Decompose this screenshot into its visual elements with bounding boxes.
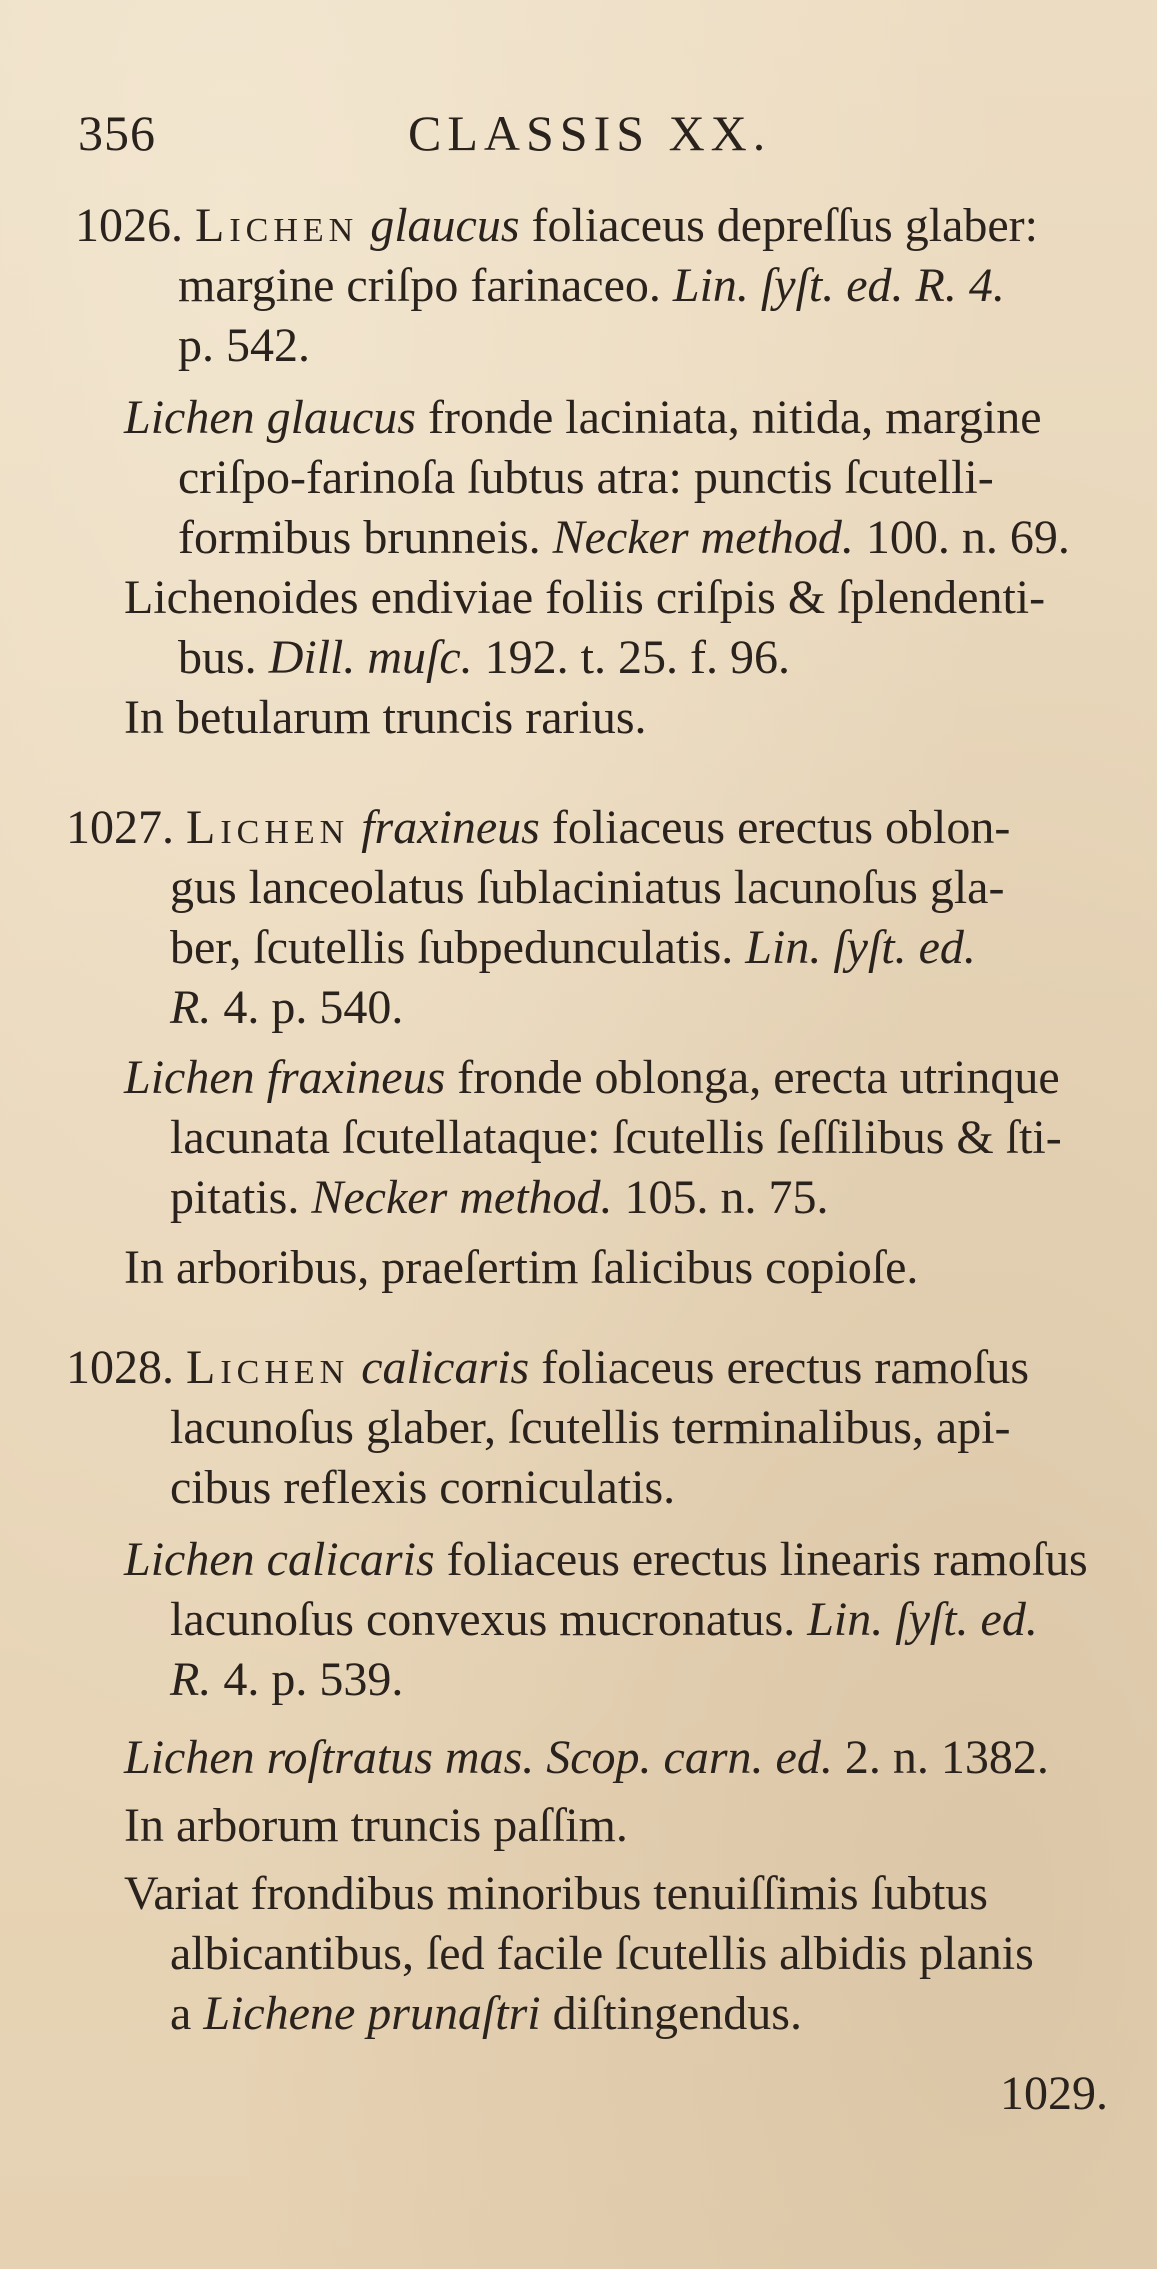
synonym-line	[170, 1590, 1038, 1650]
variat-line	[124, 1864, 988, 1924]
reference: Necker method.	[552, 511, 854, 564]
synonym-text: fronde oblonga, erecta utrinque	[457, 1051, 1060, 1104]
variat-text: diſtingendus.	[552, 1987, 802, 2040]
entry-number: 1026.	[75, 199, 183, 252]
synonym-line	[178, 628, 790, 688]
entry-heading-line	[66, 798, 1010, 858]
variat-line	[170, 1924, 1034, 1984]
synonym-line	[124, 568, 1045, 628]
variat-text: albicantibus, ſed facile ſcutellis albidis planis	[170, 1927, 1034, 1980]
synonym-line	[170, 1650, 403, 1710]
habitat-line	[124, 688, 647, 748]
synonym-line	[124, 1048, 1060, 1108]
diagnosis-text: cibus reflexis corniculatis.	[170, 1461, 676, 1514]
synonym-line	[124, 388, 1042, 448]
reference-number: 105. n. 75.	[624, 1171, 829, 1224]
reference: Lin. ſyſt. ed. R. 4.	[672, 259, 1005, 312]
entry-number: 1028.	[66, 1341, 174, 1394]
synonym-text: lacunata ſcutellataque: ſcutellis ſeſſilibus & ſti-	[170, 1111, 1062, 1164]
diagnosis-line	[178, 316, 310, 376]
diagnosis-text: lacunoſus glaber, ſcutellis terminalibus, api-	[170, 1401, 1011, 1454]
species-reference: Lichene prunaſtri	[203, 1987, 541, 2040]
reference: Scop. carn. ed.	[546, 1731, 833, 1784]
habitat-line	[124, 1238, 918, 1298]
variat-line	[170, 1984, 802, 2044]
synonym-name: Lichen fraxineus	[124, 1051, 446, 1104]
page-reference: 4. p. 540.	[223, 981, 404, 1034]
species-name: calicaris	[361, 1341, 530, 1394]
species-name: fraxineus	[361, 801, 540, 854]
entry-heading-line	[66, 1338, 1029, 1398]
reference: Dill. muſc.	[268, 631, 473, 684]
synonym-line	[170, 1168, 829, 1228]
synonym-text: lacunoſus convexus mucronatus.	[170, 1593, 796, 1646]
page-reference: p. 542.	[178, 319, 310, 372]
diagnosis-line	[170, 1398, 1011, 1458]
synonym-text: foliaceus erectus linearis ramoſus	[446, 1533, 1088, 1586]
synonym-text: Lichenoides endiviae foliis criſpis & ſplendenti-	[124, 571, 1046, 624]
synonym-name: Lichen roſtratus mas.	[124, 1731, 535, 1784]
diagnosis-line	[170, 918, 976, 978]
entry-number: 1027.	[66, 801, 174, 854]
synonym-text: pitatis.	[170, 1171, 300, 1224]
reference: Necker method.	[311, 1171, 613, 1224]
species-name: glaucus	[370, 199, 520, 252]
synonym-line	[178, 448, 994, 508]
catchword: 1029.	[1000, 2067, 1108, 2120]
genus-name: Lichen	[195, 199, 359, 252]
synonym-text: bus.	[178, 631, 257, 684]
synonym-text: criſpo-farinoſa ſubtus atra: punctis ſcutelli-	[178, 451, 994, 504]
genus-name: Lichen	[186, 801, 350, 854]
synonym-line	[170, 1108, 1062, 1168]
synonym-name: Lichen glaucus	[124, 391, 416, 444]
reference: R.	[170, 1653, 212, 1706]
diagnosis-line	[170, 978, 403, 1038]
page-reference: 4. p. 539.	[223, 1653, 404, 1706]
synonym-text: fronde laciniata, nitida, margine	[427, 391, 1042, 444]
reference-number: 192. t. 25. f. 96.	[484, 631, 790, 684]
page-header	[70, 104, 1100, 164]
synonym-text: formibus brunneis.	[178, 511, 541, 564]
entry-heading-line	[75, 196, 1038, 256]
habitat-text: In arborum truncis paſſim.	[124, 1799, 628, 1852]
diagnosis-text: foliaceus depreſſus glaber:	[531, 199, 1038, 252]
diagnosis-text: margine criſpo farinaceo.	[178, 259, 661, 312]
habitat-text: In betularum truncis rarius.	[124, 691, 647, 744]
reference-number: 2. n. 1382.	[844, 1731, 1049, 1784]
reference: R.	[170, 981, 212, 1034]
reference: Lin. ſyſt. ed.	[745, 921, 976, 974]
diagnosis-line	[178, 256, 1005, 316]
reference-number: 100. n. 69.	[865, 511, 1070, 564]
habitat-text: In arboribus, praeſertim ſalicibus copioſe.	[124, 1241, 919, 1294]
diagnosis-text: ber, ſcutellis ſubpedunculatis.	[170, 921, 734, 974]
habitat-line	[124, 1796, 628, 1856]
diagnosis-line	[170, 1458, 675, 1518]
synonym-line	[178, 508, 1070, 568]
synonym-name: Lichen calicaris	[124, 1533, 435, 1586]
genus-name: Lichen	[186, 1341, 350, 1394]
reference: Lin. ſyſt. ed.	[807, 1593, 1038, 1646]
diagnosis-text: gus lanceolatus ſublaciniatus lacunoſus gla-	[170, 861, 1005, 914]
running-head: CLASSIS XX.	[408, 105, 772, 161]
synonym-line	[124, 1530, 1088, 1590]
diagnosis-text: foliaceus erectus ramoſus	[541, 1341, 1029, 1394]
synonym-line	[124, 1728, 1049, 1788]
page-number: 356	[78, 105, 156, 161]
variat-text: a	[170, 1987, 192, 2040]
diagnosis-text: foliaceus erectus oblon-	[551, 801, 1011, 854]
variat-text: Variat frondibus minoribus tenuiſſimis ſubtus	[124, 1867, 988, 1920]
diagnosis-line	[170, 858, 1004, 918]
